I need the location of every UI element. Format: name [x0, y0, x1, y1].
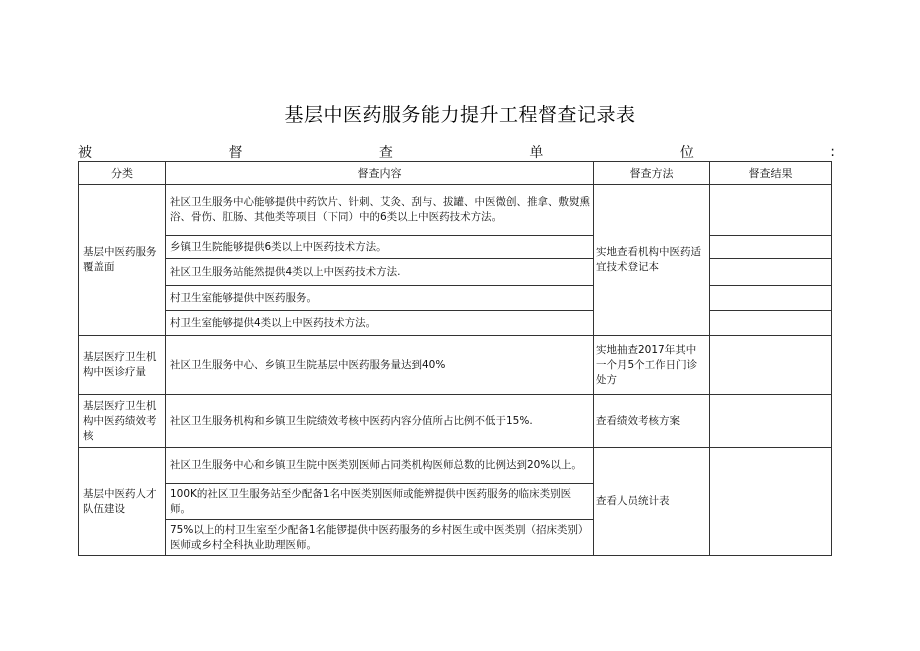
table-row — [79, 448, 832, 484]
method-cell: 实地查看机构中医药适宜技术登记本 — [594, 185, 710, 336]
header-result: 督查结果 — [710, 162, 832, 185]
page-title: 基层中医药服务能力提升工程督查记录表 — [284, 104, 636, 126]
result-cell[interactable] — [710, 448, 832, 556]
category-cell: 基层医疗卫生机构中医诊疗量 — [79, 336, 166, 395]
table-row — [79, 259, 832, 286]
content-cell: 村卫生室能够提供4类以上中医药技术方法。 — [166, 311, 594, 336]
method-cell: 查看绩效考核方案 — [594, 395, 710, 448]
result-cell[interactable] — [710, 311, 832, 336]
result-cell[interactable] — [710, 259, 832, 286]
content-cell: 100K的社区卫生服务站至少配备1名中医类别医师或能辨提供中医药服务的临床类别医师。 — [166, 484, 594, 520]
content-cell: 乡镇卫生院能够提供6类以上中医药技术方法。 — [166, 236, 594, 259]
content-cell: 村卫生室能够提供中医药服务。 — [166, 286, 594, 311]
result-cell[interactable] — [710, 336, 832, 395]
content-cell: 社区卫生服务中心和乡镇卫生院中医类别医师占同类机构医师总数的比例达到20%以上。 — [166, 448, 594, 484]
unit-char: 被 — [78, 145, 92, 161]
unit-colon: : — [830, 144, 835, 160]
unit-char: 位 — [679, 145, 694, 161]
unit-char: 查 — [378, 145, 393, 161]
unit-char: 单 — [529, 145, 544, 161]
table-row — [79, 236, 832, 259]
result-cell[interactable] — [710, 286, 832, 311]
header-method: 督查方法 — [594, 162, 710, 185]
content-cell: 社区卫生服务机构和乡镇卫生院绩效考核中医药内容分值所占比例不低于15%. — [166, 395, 594, 448]
content-cell: 社区卫生服务中心、乡镇卫生院基层中医药服务量达到40% — [166, 336, 594, 395]
method-cell: 查看人员统计表 — [594, 448, 710, 556]
table-header-row — [79, 162, 832, 185]
inspection-record-table — [78, 161, 832, 556]
table-row — [79, 336, 832, 395]
content-cell: 75%以上的村卫生室至少配备1名能锣提供中医药服务的乡村医生或中医类别（招床类别）医师或乡村全科执业助理医师。 — [166, 520, 594, 556]
table-row — [79, 185, 832, 236]
category-cell: 基层中医药服务覆盖面 — [79, 185, 166, 336]
unit-char: 督 — [228, 145, 243, 161]
header-category: 分类 — [79, 162, 166, 185]
table-row — [79, 311, 832, 336]
content-cell: 社区卫生服务站能然提供4类以上中医药技术方法. — [166, 259, 594, 286]
result-cell[interactable] — [710, 395, 832, 448]
header-content: 督查内容 — [166, 162, 594, 185]
table-row — [79, 286, 832, 311]
category-cell: 基层中医药人才队伍建设 — [79, 448, 166, 556]
result-cell[interactable] — [710, 185, 832, 236]
content-cell: 社区卫生服务中心能够提供中药饮片、针刺、艾灸、刮与、拔罐、中医微创、推拿、敷熨熏浴、骨伤、肛肠、其他类等项目（下同）中的6类以上中医药技术方法。 — [166, 185, 594, 236]
category-cell: 基层医疗卫生机构中医药绩效考核 — [79, 395, 166, 448]
result-cell[interactable] — [710, 236, 832, 259]
inspected-unit-line — [78, 142, 835, 162]
method-cell: 实地抽查2017年其中一个月5个工作日门诊处方 — [594, 336, 710, 395]
table-row — [79, 395, 832, 448]
